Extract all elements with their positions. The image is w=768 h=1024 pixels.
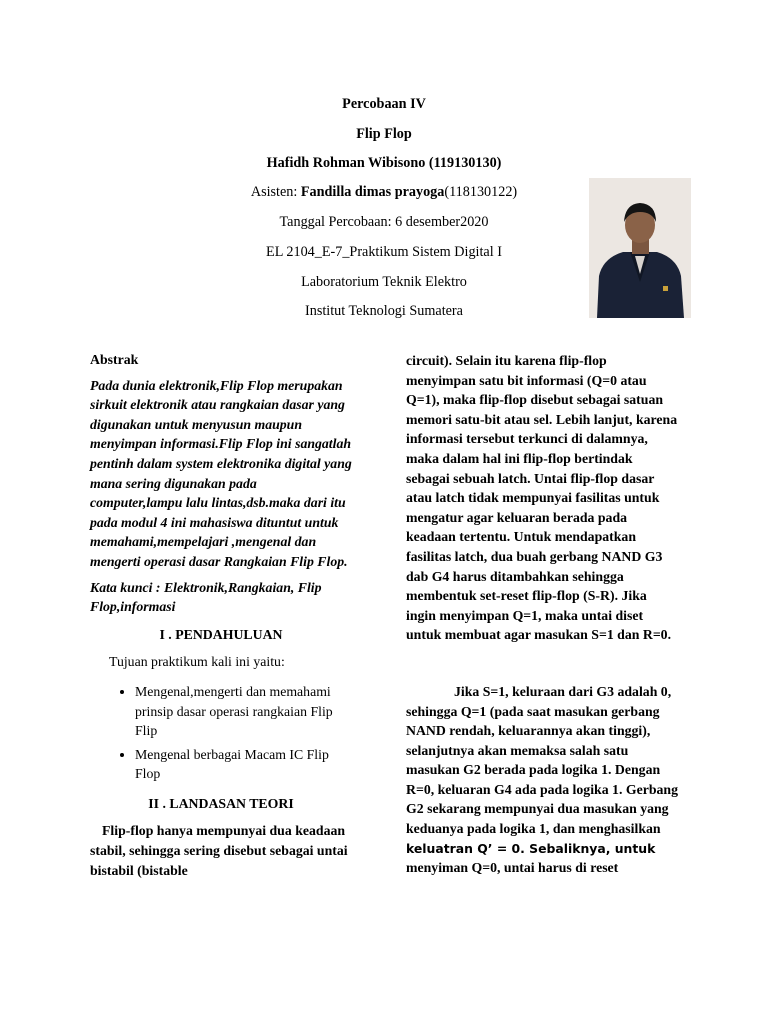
laboratory-name: Laboratorium Teknik Elektro	[301, 274, 467, 290]
right-column	[406, 351, 678, 878]
assistant-id: (118130122)	[444, 184, 518, 200]
paragraph-text-end: menyiman Q=0, untai harus di reset	[406, 860, 619, 876]
left-column	[90, 350, 352, 880]
keywords: Kata kunci : Elektronik,Rangkaian, Flip Flop,informasi	[90, 579, 322, 615]
portrait-illustration	[589, 178, 691, 318]
assistant-label: Asisten:	[250, 184, 301, 200]
student-portrait-photo	[589, 178, 691, 318]
list-item: • Mengenal,mengerti dan memahami prinsip dasar operasi rangkaian Flip Flip	[135, 682, 352, 741]
list-item: • Mengenal berbagai Macam IC Flip Flop	[135, 745, 352, 784]
paragraph-text-equation: keluatran Q’ = 0. Sebaliknya, untuk	[406, 840, 656, 856]
institute-name: Institut Teknologi Sumatera	[305, 303, 463, 319]
paragraph-text: Jika S=1, keluraan dari G3 adalah 0, sehingga Q=1 (pada saat masukan gerbang NAND rendah, keluarannya akan tinggi), selanjutnya akan memaksa salah satu masukan G2 berada pada logika 1. Dengan R=0, keluaran G4 ada pada logika 1. Gerbang G2 sekarang mempunyai dua masukan yang keduanya pada logika 1, dan menghasilkan	[406, 683, 678, 837]
section-heading-theory: II . LANDASAN TEORI	[148, 795, 294, 811]
abstract-body: Pada dunia elektronik,Flip Flop merupakan sirkuit elektronik atau rangkaian dasar yang digunakan untuk menyusun maupun menyimpan informasi.Flip Flop ini sangatlah pentinh dalam system elektronika digital yang mana sering digunakan pada computer,lampu lalu lintas,dsb.maka dari itu pada modul 4 ini mahasiswa dituntut untuk memahami,mempelajari ,mengenal dan mengerti operasi dasar Rangkaian Flip Flop.	[90, 377, 352, 569]
assistant-name: Fandilla dimas prayoga	[300, 184, 445, 200]
experiment-date: Tanggal Percobaan: 6 desember2020	[279, 214, 489, 230]
theory-paragraph: Flip-flop hanya mempunyai dua keadaan stabil, sehingga sering disebut sebagai untai bistabil (bistable	[90, 823, 348, 878]
objective-list	[90, 682, 352, 784]
abstract-heading: Abstrak	[90, 352, 139, 367]
objective-intro: Tujuan praktikum kali ini yaitu:	[109, 654, 285, 670]
author-line: Hafidh Rohman Wibisono (119130130)	[266, 155, 502, 171]
course-code: EL 2104_E-7_Praktikum Sistem Digital I	[266, 244, 502, 260]
theory-paragraph-continued: circuit). Selain itu karena flip-flop menyimpan satu bit informasi (Q=0 atau Q=1), maka flip-flop disebut sebagai satuan memori satu-bit atau sel. Lebih lanjut, karena informasi tersebut terkunci di dalamnya, maka dalam hal ini flip-flop bertindak sebagai sebuah latch. Untai flip-flop dasar atau latch tidak mempunyai fasilitas untuk mengatur agar keluaran berada pada keadaan tertentu. Untuk mendapatkan fasilitas latch, dua buah gerbang NAND G3 dab G4 harus ditambahkan sehingga membentuk set-reset flip-flop (S-R). Jika ingin menyimpan Q=1, maka untai diset untuk membuat agar masukan S=1 dan R=0.	[406, 353, 678, 643]
section-heading-introduction: I . PENDAHULUAN	[159, 626, 283, 642]
paper-title: Flip Flop	[356, 126, 412, 142]
experiment-number: Percobaan IV	[342, 96, 426, 112]
theory-paragraph-two	[406, 682, 678, 878]
